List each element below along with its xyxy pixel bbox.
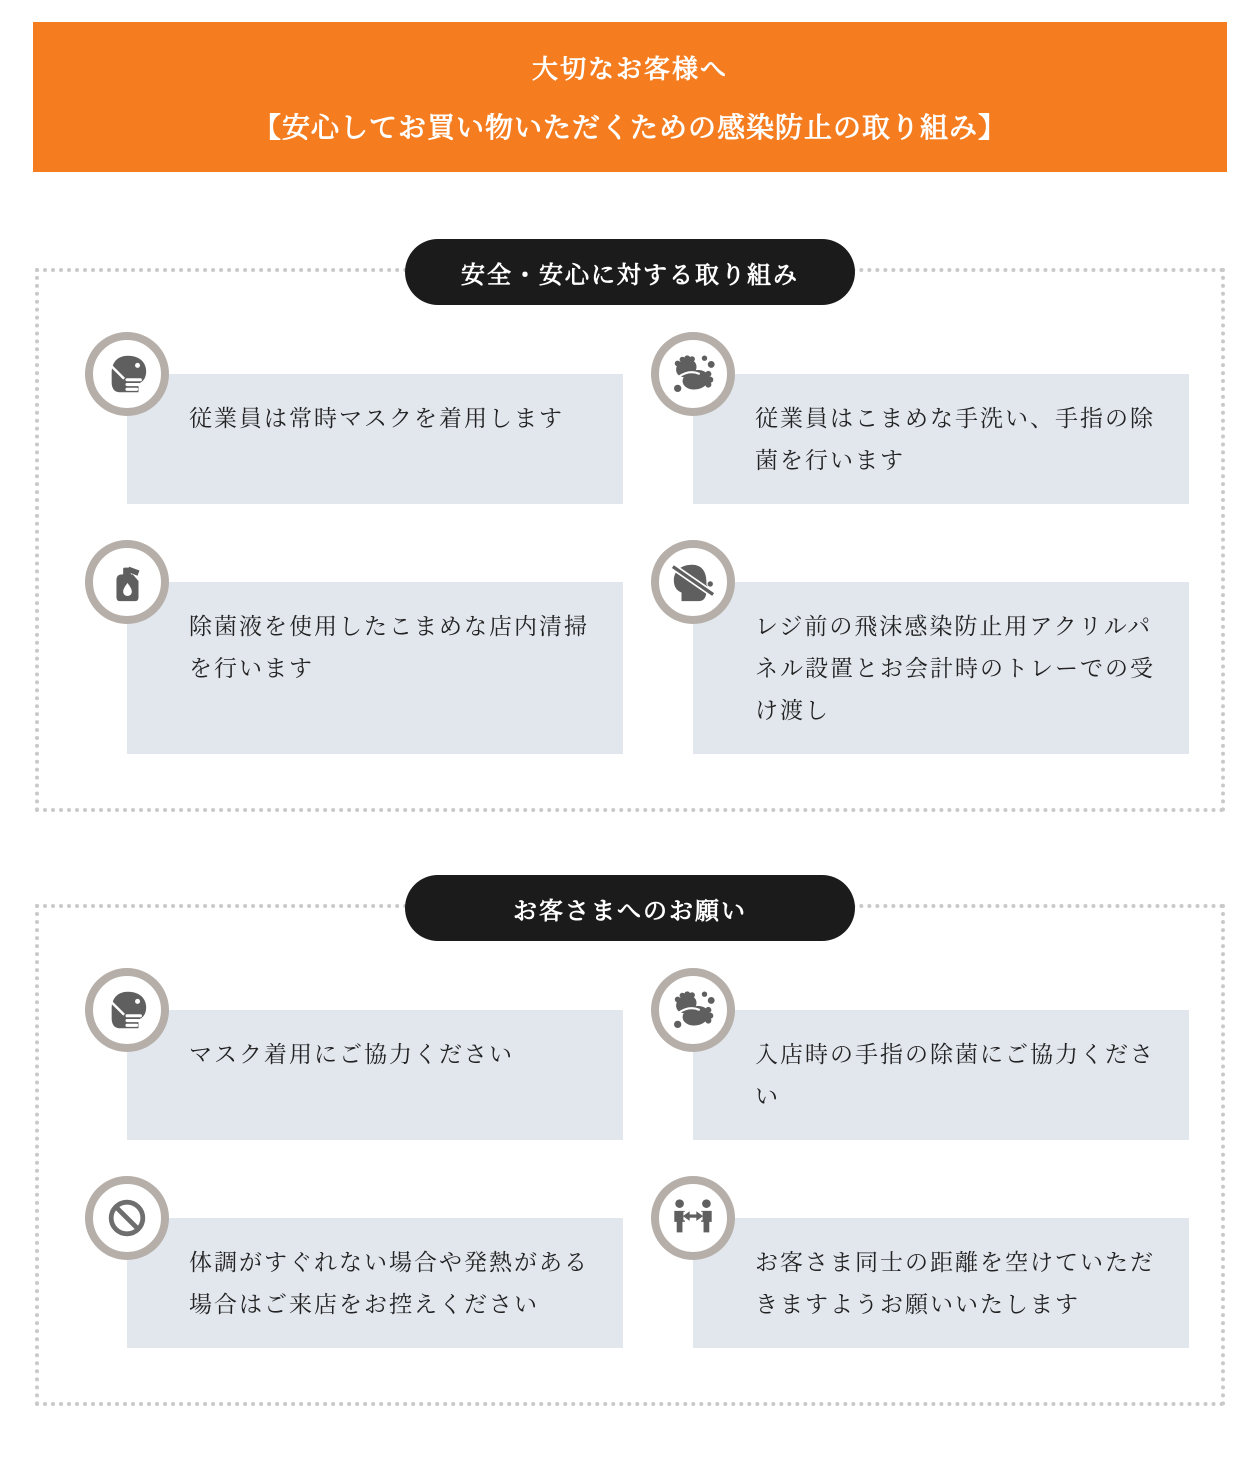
measure-item xyxy=(85,332,623,504)
request-text: 入店時の手指の除菌にご協力ください xyxy=(693,1010,1189,1140)
notice-header-banner xyxy=(33,22,1227,172)
sanitizer-bottle-icon xyxy=(85,540,169,624)
request-text: お客さま同士の距離を空けていただきますようお願いいたします xyxy=(693,1218,1189,1348)
mask-face-icon xyxy=(85,332,169,416)
request-item xyxy=(85,968,623,1140)
measure-text: 従業員は常時マスクを着用します xyxy=(127,374,623,504)
header-subtitle: 【安心してお買い物いただくための感染防止の取り組み】 xyxy=(252,110,1007,144)
measure-item xyxy=(651,332,1189,504)
request-item xyxy=(85,1176,623,1348)
prohibition-icon xyxy=(85,1176,169,1260)
section-badge: お客さまへのお願い xyxy=(405,875,855,941)
hand-wash-icon xyxy=(651,968,735,1052)
measure-text: 従業員はこまめな手洗い、手指の除菌を行います xyxy=(693,374,1189,504)
measure-item xyxy=(651,540,1189,754)
section-items xyxy=(39,272,1221,808)
social-distance-icon xyxy=(651,1176,735,1260)
section-customer-requests xyxy=(35,896,1225,1406)
measure-text: 除菌液を使用したこまめな店内清掃を行います xyxy=(127,582,623,754)
request-item xyxy=(651,968,1189,1140)
hand-wash-icon xyxy=(651,332,735,416)
mask-face-icon xyxy=(85,968,169,1052)
section-badge: 安全・安心に対する取り組み xyxy=(405,239,855,305)
request-text: マスク着用にご協力ください xyxy=(127,1010,623,1140)
no-droplet-face-icon xyxy=(651,540,735,624)
measure-item xyxy=(85,540,623,754)
measure-text: レジ前の飛沫感染防止用アクリルパネル設置とお会計時のトレーでの受け渡し xyxy=(693,582,1189,754)
header-title: 大切なお客様へ xyxy=(531,54,728,85)
request-item xyxy=(651,1176,1189,1348)
section-safety-measures xyxy=(35,260,1225,812)
request-text: 体調がすぐれない場合や発熱がある場合はご来店をお控えください xyxy=(127,1218,623,1348)
section-items xyxy=(39,908,1221,1402)
